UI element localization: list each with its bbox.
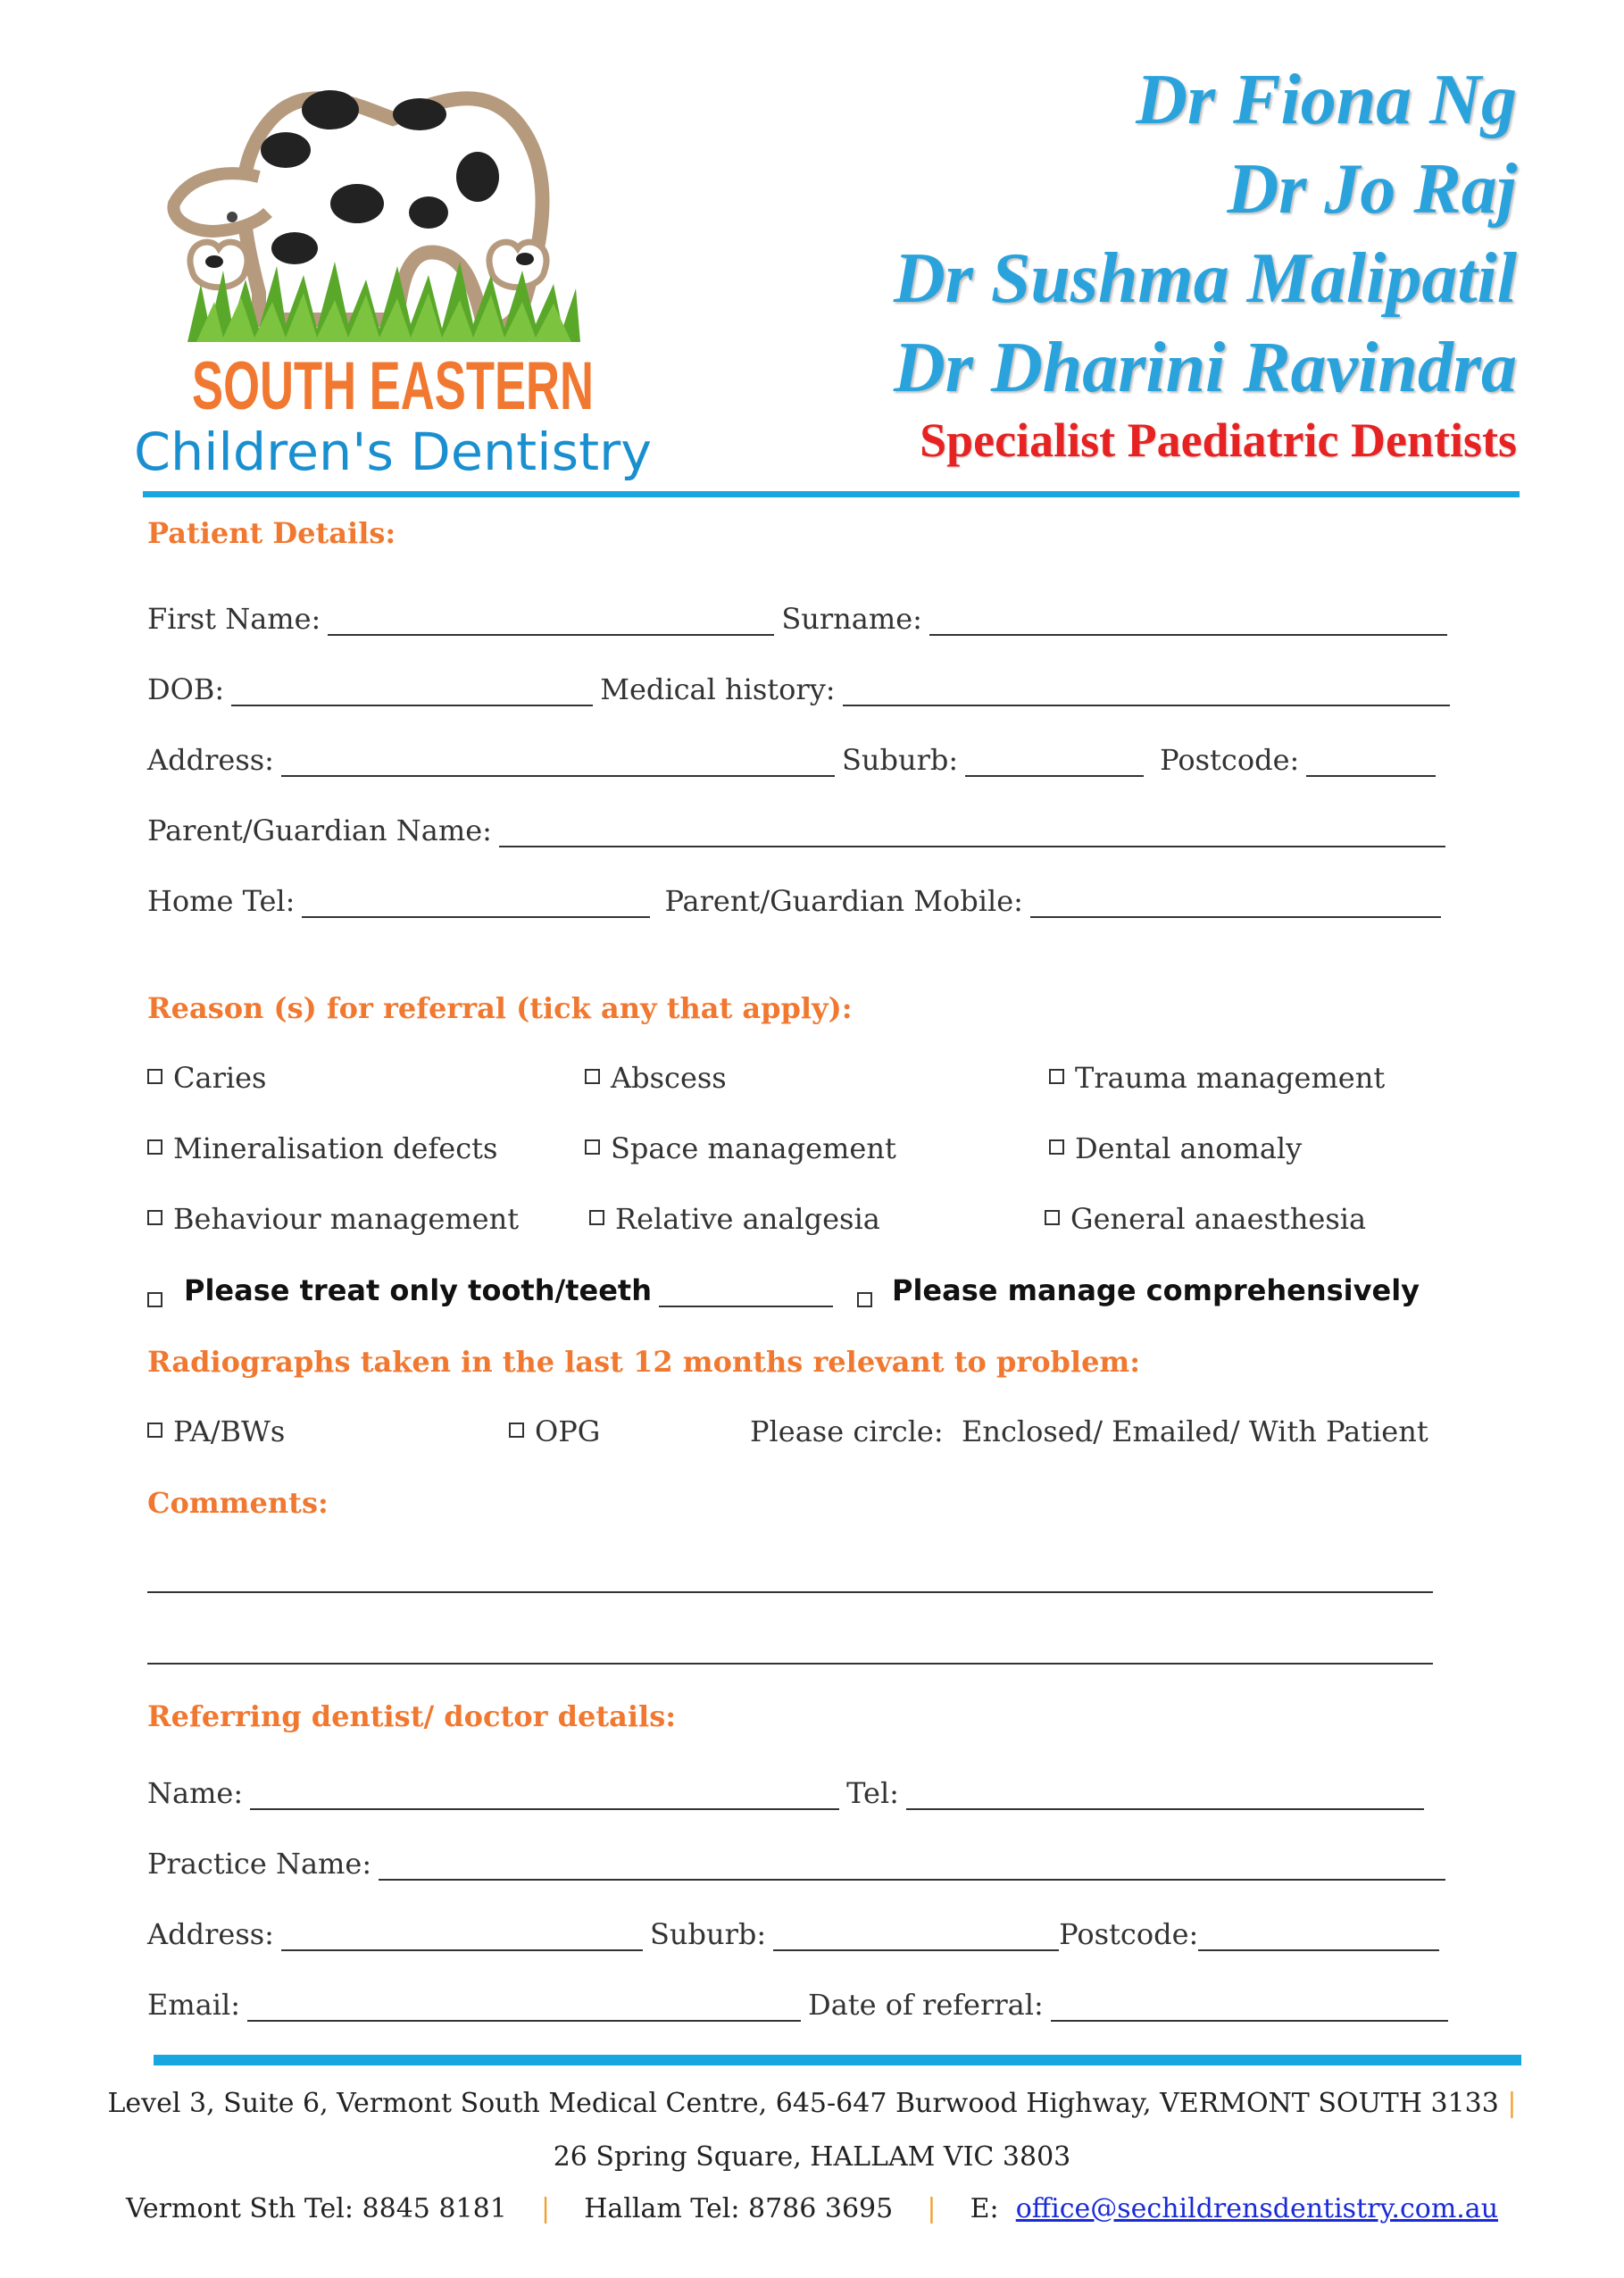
practice-name-label: Practice Name: — [147, 1847, 372, 1881]
referrer-address-label: Address: — [147, 1917, 274, 1951]
checkbox[interactable] — [585, 1069, 600, 1084]
checkbox[interactable] — [147, 1210, 162, 1225]
option-label: OPG — [535, 1414, 601, 1448]
teeth-field[interactable] — [659, 1275, 833, 1307]
referrer-suburb-field[interactable] — [773, 1919, 1059, 1951]
row-email — [147, 1981, 1455, 2022]
footer-address-1 — [0, 2088, 1624, 2119]
dob-field[interactable] — [231, 674, 593, 706]
vermont-tel: Vermont Sth Tel: 8845 8181 — [125, 2193, 507, 2224]
address-field[interactable] — [281, 745, 835, 777]
checkbox[interactable] — [1049, 1069, 1064, 1084]
checkbox[interactable] — [147, 1292, 162, 1307]
doctor-name-1: Dr Fiona Ng — [1136, 61, 1517, 139]
option-label: Relative analgesia — [615, 1202, 880, 1236]
option-label: Trauma management — [1075, 1061, 1386, 1095]
medical-history-label: Medical history: — [600, 672, 836, 706]
email-link[interactable]: office@sechildrensdentistry.com.au — [1015, 2193, 1499, 2224]
row-dob — [147, 665, 1457, 706]
comments-heading: Comments: — [147, 1486, 329, 1520]
first-name-label: First Name: — [147, 602, 321, 636]
postcode-label: Postcode: — [1160, 743, 1300, 777]
treat-only-label: Please treat only tooth/teeth — [184, 1273, 652, 1307]
checkbox[interactable] — [147, 1069, 162, 1084]
referrer-name-label: Name: — [147, 1776, 244, 1810]
practice-logo — [134, 70, 661, 480]
separator: | — [927, 2193, 937, 2224]
row-names — [147, 595, 1454, 636]
referrer-address-field[interactable] — [281, 1919, 643, 1951]
home-tel-field[interactable] — [302, 886, 650, 918]
comments-line-2[interactable] — [147, 1663, 1433, 1665]
referrer-tel-field[interactable] — [906, 1778, 1424, 1810]
option-abscess[interactable] — [585, 1061, 727, 1095]
option-label: Abscess — [611, 1061, 727, 1095]
option-label: Mineralisation defects — [173, 1131, 498, 1165]
referrer-name-field[interactable] — [250, 1778, 839, 1810]
date-of-referral-label: Date of referral: — [808, 1988, 1044, 2022]
address-label: Address: — [147, 743, 274, 777]
please-circle-text: Please circle: Enclosed/ Emailed/ With Patient — [750, 1414, 1428, 1448]
option-general-anaesthesia[interactable] — [1045, 1202, 1366, 1236]
practice-name-field[interactable] — [379, 1848, 1445, 1881]
postcode-field[interactable] — [1306, 745, 1436, 777]
checkbox[interactable] — [147, 1139, 162, 1155]
row-referrer-address — [147, 1910, 1446, 1951]
guardian-name-field[interactable] — [499, 815, 1445, 847]
email-label: E: — [970, 2193, 999, 2224]
option-label: Behaviour management — [173, 1202, 520, 1236]
checkbox[interactable] — [585, 1139, 600, 1155]
referral-heading: Reason (s) for referral (tick any that apply): — [147, 991, 853, 1025]
suburb-field[interactable] — [965, 745, 1144, 777]
date-of-referral-field[interactable] — [1051, 1990, 1448, 2022]
header-subtitle: Specialist Paediatric Dentists — [920, 413, 1517, 467]
option-pa-bws[interactable] — [147, 1414, 285, 1448]
comments-line-1[interactable] — [147, 1591, 1433, 1593]
option-caries[interactable] — [147, 1061, 266, 1095]
row-phones — [147, 877, 1448, 918]
checkbox[interactable] — [857, 1292, 872, 1307]
referrer-suburb-label: Suburb: — [649, 1917, 767, 1951]
comprehensive-label: Please manage comprehensively — [892, 1273, 1420, 1307]
separator: | — [540, 2193, 551, 2224]
brand-name-line2: Children's Dentistry — [134, 421, 652, 482]
guardian-mobile-field[interactable] — [1030, 886, 1441, 918]
checkbox[interactable] — [1045, 1210, 1060, 1225]
option-relative-analgesia[interactable] — [589, 1202, 880, 1236]
footer-divider — [154, 2055, 1521, 2065]
row-practice — [147, 1840, 1453, 1881]
suburb-label: Suburb: — [841, 743, 959, 777]
doctor-name-2: Dr Jo Raj — [1227, 150, 1517, 229]
header-divider — [143, 491, 1520, 497]
referrer-tel-label: Tel: — [846, 1776, 899, 1810]
option-label: PA/BWs — [173, 1414, 286, 1448]
footer-address-2: 26 Spring Square, HALLAM VIC 3803 — [553, 2141, 1071, 2173]
referrer-heading: Referring dentist/ doctor details: — [147, 1699, 677, 1733]
row-address — [147, 736, 1443, 777]
option-manage-comprehensively[interactable] — [857, 1266, 1420, 1307]
first-name-field[interactable] — [328, 604, 774, 636]
checkbox[interactable] — [1049, 1139, 1064, 1155]
option-label: Dental anomaly — [1075, 1131, 1303, 1165]
option-label: General anaesthesia — [1070, 1202, 1367, 1236]
referrer-email-field[interactable] — [247, 1990, 801, 2022]
option-mineralisation-defects[interactable] — [147, 1131, 497, 1165]
brand-name-line1: SOUTH EASTERN — [192, 348, 594, 424]
medical-history-field[interactable] — [843, 674, 1450, 706]
checkbox[interactable] — [509, 1423, 524, 1438]
checkbox[interactable] — [589, 1210, 604, 1225]
guardian-mobile-label: Parent/Guardian Mobile: — [664, 884, 1023, 918]
radiographs-heading: Radiographs taken in the last 12 months relevant to problem: — [147, 1345, 1141, 1379]
vermont-address: Level 3, Suite 6, Vermont South Medical Centre, 645-647 Burwood Highway, VERMONT SOUTH 3133 — [107, 2088, 1499, 2119]
row-referrer-name — [147, 1769, 1431, 1810]
referrer-email-label: Email: — [147, 1988, 241, 2022]
option-dental-anomaly[interactable] — [1049, 1131, 1302, 1165]
dob-label: DOB: — [147, 672, 225, 706]
option-behaviour-management[interactable] — [147, 1202, 519, 1236]
surname-label: Surname: — [781, 602, 922, 636]
home-tel-label: Home Tel: — [147, 884, 296, 918]
doctor-name-4: Dr Dharini Ravindra — [894, 329, 1517, 407]
checkbox[interactable] — [147, 1423, 162, 1438]
separator: | — [1507, 2088, 1517, 2119]
option-label: Space management — [611, 1131, 896, 1165]
option-trauma-management[interactable] — [1049, 1061, 1385, 1095]
option-space-management[interactable] — [585, 1131, 896, 1165]
surname-field[interactable] — [929, 604, 1447, 636]
doctor-name-3: Dr Sushma Malipatil — [893, 239, 1517, 318]
row-guardian — [147, 806, 1453, 847]
referrer-postcode-label: Postcode: — [1059, 1917, 1199, 1951]
referrer-postcode-field[interactable] — [1198, 1919, 1439, 1951]
option-treat-only[interactable] — [147, 1266, 840, 1307]
hallam-tel: Hallam Tel: 8786 3695 — [584, 2193, 894, 2224]
guardian-name-label: Parent/Guardian Name: — [147, 814, 492, 847]
footer-contacts — [0, 2193, 1624, 2224]
option-opg[interactable] — [509, 1414, 600, 1448]
option-label: Caries — [173, 1061, 267, 1095]
patient-details-heading: Patient Details: — [147, 516, 396, 550]
